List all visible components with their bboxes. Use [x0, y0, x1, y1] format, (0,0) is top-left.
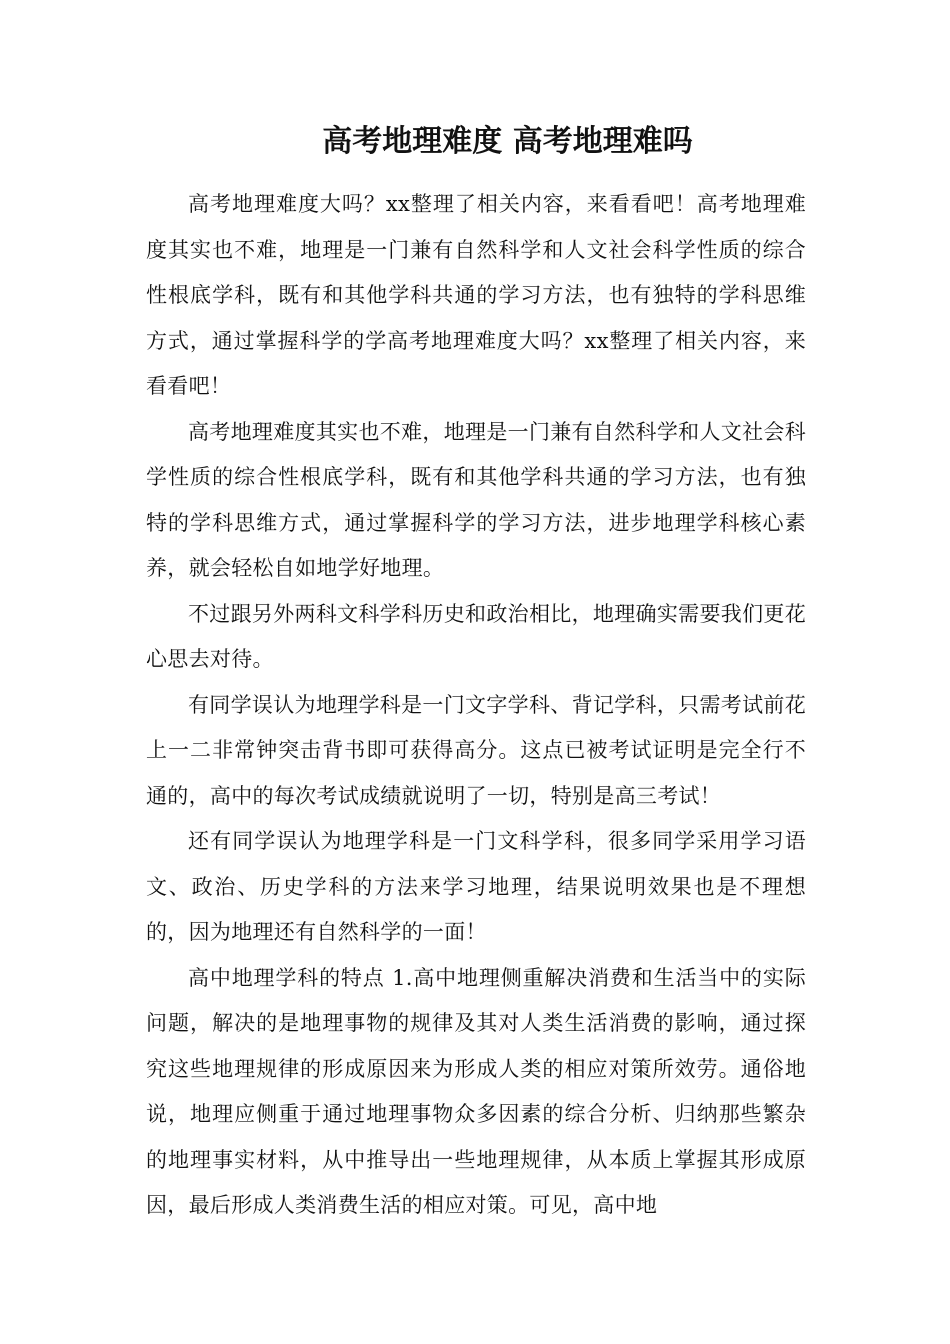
paragraph: 高考地理难度大吗？xx整理了相关内容，来看看吧！高考地理难度其实也不难，地理是一门兼有自然科学和人文社会科学性质的综合性根底学科，既有和其他学科共通的学习方法，也有独特的学科思维方式，通过掌握科学的学高考地理难度大吗？xx整理了相关内容，来看看吧！ [146, 192, 806, 398]
paragraph: 还有同学误认为地理学科是一门文科学科，很多同学采用学习语文、政治、历史学科的方法来学习地理，结果说明效果也是不理想的，因为地理还有自然科学的一面！ [146, 829, 806, 944]
paragraph: 高中地理学科的特点 1.高中地理侧重解决消费和生活当中的实际问题，解决的是地理事物的规律及其对人类生活消费的影响，通过探究这些地理规律的形成原因来为形成人类的相应对策所效劳。通俗地说，地理应侧重于通过地理事物众多因素的综合分析、归纳那些繁杂的地理事实材料，从中推导出一些地理规律，从本质上掌握其形成原因，最后形成人类消费生活的相应对策。可见，高中地 [146, 965, 806, 1217]
document-body [146, 182, 806, 1229]
paragraph: 有同学误认为地理学科是一门文字学科、背记学科，只需考试前花上一二非常钟突击背书即可获得高分。这点已被考试证明是完全行不通的，高中的每次考试成绩就说明了一切，特别是高三考试！ [146, 692, 806, 808]
document-title: 高考地理难度 高考地理难吗 [322, 124, 693, 159]
paragraph: 高考地理难度其实也不难，地理是一门兼有自然科学和人文社会科学性质的综合性根底学科，既有和其他学科共通的学习方法，也有独特的学科思维方式，通过掌握科学的学习方法，进步地理学科核心素养，就会轻松自如地学好地理。 [146, 419, 806, 580]
paragraph: 不过跟另外两科文科学科历史和政治相比，地理确实需要我们更花心思去对待。 [146, 601, 806, 671]
